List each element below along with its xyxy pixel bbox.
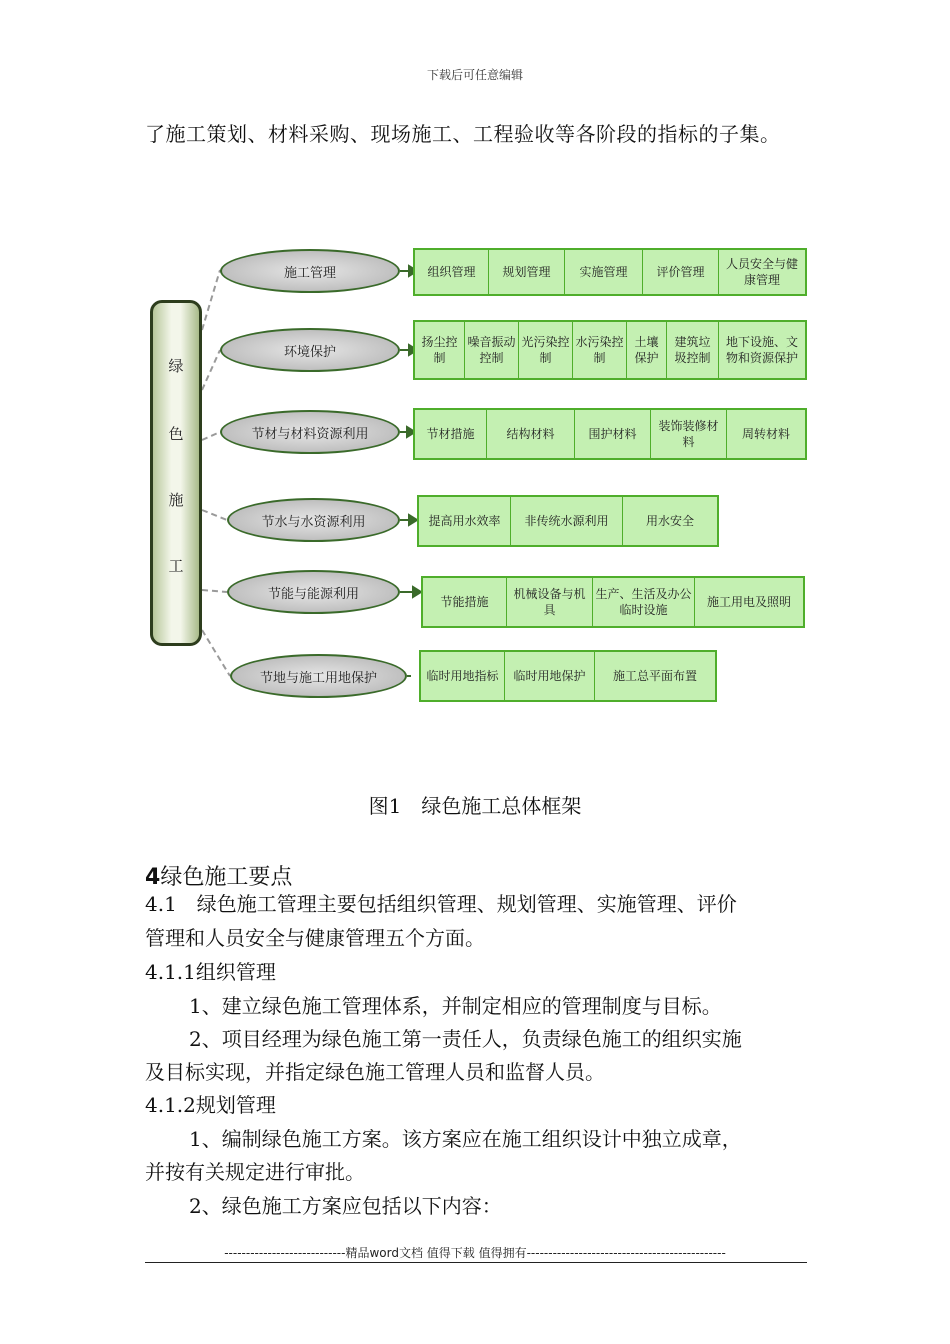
body-line: 2、项目经理为绿色施工第一责任人，负责绿色施工的组织实施 bbox=[189, 1027, 742, 1051]
item-cell: 规划管理 bbox=[489, 250, 565, 294]
item-cell: 噪音振动控制 bbox=[465, 322, 519, 378]
item-cell: 临时用地保护 bbox=[505, 652, 595, 700]
item-cell: 组织管理 bbox=[415, 250, 489, 294]
subsection-heading: 4.1.1组织管理 bbox=[145, 960, 276, 984]
pillar-char: 绿 bbox=[168, 357, 184, 375]
body-line: 及目标实现，并指定绿色施工管理人员和监督人员。 bbox=[145, 1060, 605, 1084]
body-line: 4.1 绿色施工管理主要包括组织管理、规划管理、实施管理、评价 bbox=[145, 892, 737, 916]
pillar-char: 施 bbox=[168, 491, 184, 509]
item-cell: 施工总平面布置 bbox=[612, 669, 697, 683]
branch-items-row bbox=[419, 650, 717, 702]
page-header: 下载后可任意编辑 bbox=[426, 68, 523, 82]
body-line: 2、绿色施工方案应包括以下内容： bbox=[189, 1194, 502, 1218]
branch-oval: 节能与能源利用 bbox=[227, 570, 400, 614]
item-cell: 提高用水效率 bbox=[419, 497, 511, 545]
item-cell: 临时用地指标 bbox=[421, 652, 505, 700]
item-cell: 评价管理 bbox=[643, 250, 719, 294]
pillar-char: 色 bbox=[168, 425, 184, 443]
branch-oval: 节水与水资源利用 bbox=[227, 498, 400, 542]
item-cell: 实施管理 bbox=[565, 250, 643, 294]
figure-caption: 图1 绿色施工总体框架 bbox=[368, 794, 582, 818]
item-cell: 周转材料 bbox=[741, 427, 790, 441]
body-line: 1、建立绿色施工管理体系，并制定相应的管理制度与目标。 bbox=[189, 994, 722, 1018]
branch-oval: 施工管理 bbox=[220, 249, 400, 293]
section-number: 4 bbox=[145, 865, 161, 890]
footer-divider bbox=[145, 1262, 807, 1263]
green-construction-framework-diagram bbox=[145, 210, 820, 720]
item-cell: 机械设备与机具 bbox=[507, 578, 593, 626]
item-cell: 装饰装修材料 bbox=[651, 410, 727, 458]
item-cell: 地下设施、文物和资源保护 bbox=[725, 335, 798, 365]
branch-items-row bbox=[421, 576, 805, 628]
item-cell: 光污染控制 bbox=[519, 322, 573, 378]
item-cell: 人员安全与健康管理 bbox=[725, 257, 798, 287]
item-cell: 节能措施 bbox=[423, 578, 507, 626]
branch-oval: 节材与材料资源利用 bbox=[220, 410, 400, 454]
item-cell: 节材措施 bbox=[415, 410, 487, 458]
body-line: 管理和人员安全与健康管理五个方面。 bbox=[145, 926, 485, 950]
item-cell: 建筑垃圾控制 bbox=[667, 322, 719, 378]
branch-items-row bbox=[417, 495, 719, 547]
page-footer: ----------------------------精品word文档 值得下载 值得拥有---------------------------------------------- bbox=[224, 1246, 726, 1260]
item-cell: 非传统水源利用 bbox=[511, 497, 623, 545]
item-cell: 生产、生活及办公临时设施 bbox=[593, 578, 695, 626]
body-line: 1、编制绿色施工方案。该方案应在施工组织设计中独立成章， bbox=[189, 1127, 742, 1151]
intro-paragraph: 了施工策划、材料采购、现场施工、工程验收等各阶段的指标的子集。 bbox=[145, 122, 781, 146]
item-cell: 扬尘控制 bbox=[415, 322, 465, 378]
section-heading bbox=[145, 860, 292, 891]
green-construction-pillar bbox=[150, 300, 202, 646]
item-cell: 施工用电及照明 bbox=[706, 595, 791, 609]
item-cell: 围护材料 bbox=[575, 410, 651, 458]
subsection-heading: 4.1.2规划管理 bbox=[145, 1093, 276, 1117]
branch-oval: 节地与施工用地保护 bbox=[230, 654, 407, 698]
section-title-text: 绿色施工要点 bbox=[160, 865, 293, 890]
branch-items-row bbox=[413, 320, 807, 380]
branch-oval: 环境保护 bbox=[220, 328, 400, 372]
item-cell: 水污染控制 bbox=[573, 322, 627, 378]
branch-items-row bbox=[413, 408, 807, 460]
item-cell: 用水安全 bbox=[645, 514, 694, 528]
pillar-char: 工 bbox=[168, 557, 184, 575]
body-line: 并按有关规定进行审批。 bbox=[145, 1160, 365, 1184]
branch-items-row bbox=[413, 248, 807, 296]
item-cell: 结构材料 bbox=[487, 410, 575, 458]
item-cell: 土壤保护 bbox=[627, 322, 667, 378]
